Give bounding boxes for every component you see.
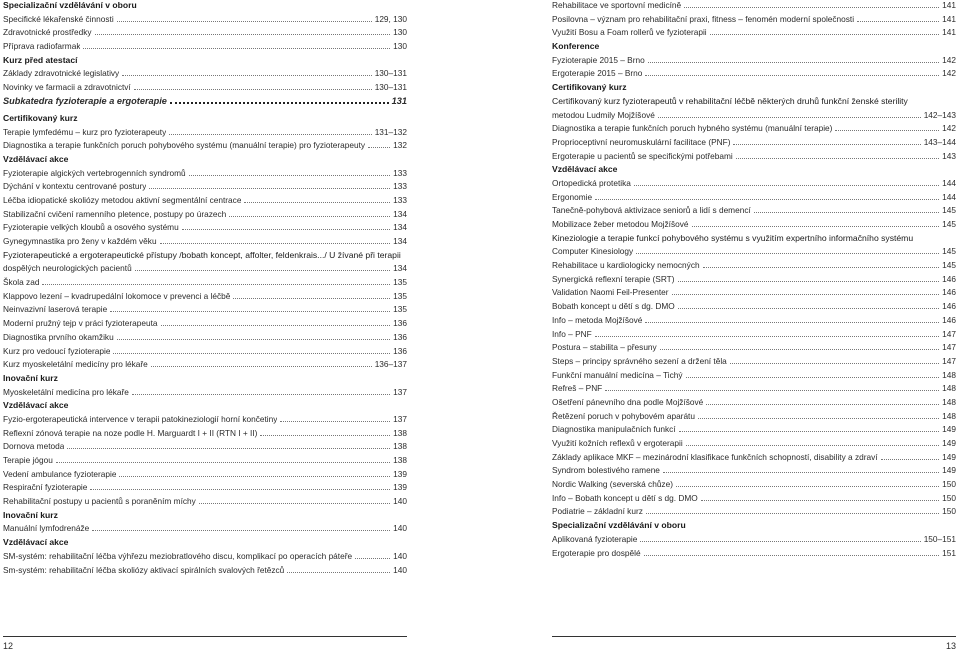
page-ref: 149 xyxy=(942,424,956,435)
toc-entry-title: Posilovna – význam pro rehabilitační praxi, fitness – fenomén moderní společnosti xyxy=(552,13,855,24)
dot-leader xyxy=(703,267,940,268)
toc-entry[interactable] xyxy=(3,428,407,438)
toc-entry-title: Syndrom bolestivého ramene xyxy=(552,465,660,476)
dot-leader xyxy=(676,486,939,487)
toc-entry[interactable] xyxy=(3,387,407,397)
toc-entry[interactable] xyxy=(3,209,407,219)
toc-entry-title: Tanečně-pohybová aktivizace seniorů a lidí s demencí xyxy=(552,205,751,216)
dot-leader xyxy=(646,513,939,514)
page-ref: 140 xyxy=(393,523,407,534)
toc-entry-title: Mobilizace žeber metodou Mojžíšové xyxy=(552,219,689,229)
dot-leader xyxy=(835,130,939,131)
toc-entry-title: Novinky ve farmacii a zdravotnictví xyxy=(3,82,131,93)
toc-entry[interactable] xyxy=(3,82,407,92)
toc-entry-title: SM-systém: rehabilitační léčba výhřezu meziobratlového discu, komplikací po operacích páteře xyxy=(3,550,353,561)
toc-entry[interactable] xyxy=(552,192,956,202)
page-ref: 137 xyxy=(393,386,407,397)
page-ref: 146 xyxy=(942,314,956,325)
toc-entry-title: Diagnostika prvního okamžiku xyxy=(3,331,114,342)
page-ref: 142 xyxy=(942,123,956,134)
toc-entry[interactable] xyxy=(552,548,956,558)
toc-entry-line1[interactable]: Kineziologie a terapie funkcí pohybového systému s využitím expertního informačního systému xyxy=(552,232,914,243)
toc-entry[interactable] xyxy=(552,178,956,188)
page-ref: 146 xyxy=(942,273,956,284)
toc-entry-title: Nordic Walking (severská chůze) xyxy=(552,479,673,490)
toc-entry-title: Ergoterapie pro dospělé xyxy=(552,547,641,558)
dot-leader xyxy=(170,102,389,104)
toc-entry[interactable] xyxy=(552,68,956,78)
page-ref: 130 xyxy=(393,27,407,38)
toc-entry[interactable] xyxy=(3,482,407,492)
toc-entry[interactable] xyxy=(552,205,956,215)
page-ref: 139 xyxy=(393,468,407,479)
toc-entry[interactable] xyxy=(3,127,407,137)
toc-entry[interactable] xyxy=(3,181,407,191)
section-heading: Inovační kurz xyxy=(3,509,58,520)
toc-entry[interactable] xyxy=(552,246,956,256)
toc-entry[interactable] xyxy=(552,342,956,352)
toc-entry-title: Základy aplikace MKF – mezinárodní klasifikace funkčních schopností, disability a zdraví xyxy=(552,451,878,462)
toc-entry-title: Specifické lékařenské činnosti xyxy=(3,13,114,24)
toc-entry[interactable] xyxy=(3,41,407,51)
dot-leader xyxy=(280,421,390,422)
toc-entry[interactable] xyxy=(552,534,956,544)
dot-leader xyxy=(634,185,939,186)
toc-entry-title: Bobath koncept u dětí s dg. DMO xyxy=(552,301,675,312)
dot-leader xyxy=(710,34,940,35)
dot-leader xyxy=(678,308,939,309)
dot-leader xyxy=(151,366,372,367)
toc-entry-title: Ošetření pánevního dna podle Mojžíšové xyxy=(552,396,704,407)
toc-entry[interactable] xyxy=(552,506,956,516)
dot-leader xyxy=(684,7,939,8)
toc-entry-title: Rehabilitace ve sportovní medicíně xyxy=(552,0,682,10)
toc-entry-title: Myoskeletální medicína pro lékaře xyxy=(3,386,129,397)
toc-entry-title: Dornova metoda xyxy=(3,441,65,452)
toc-entry[interactable] xyxy=(552,219,956,229)
dot-leader xyxy=(95,34,391,35)
section-heading: Inovační kurz xyxy=(3,372,58,383)
page-ref: 136 xyxy=(393,331,407,342)
page-ref: 131 xyxy=(391,95,407,106)
toc-entry-title: Stabilizační cvičení ramenního pletence, postupy po úrazech xyxy=(3,208,227,219)
toc-entry[interactable] xyxy=(3,441,407,451)
page-ref: 141 xyxy=(942,13,956,24)
toc-entry[interactable] xyxy=(552,260,956,270)
toc-entry-title: Podiatrie – základní kurz xyxy=(552,506,643,517)
dot-leader xyxy=(169,134,371,135)
dot-leader xyxy=(132,394,390,395)
toc-entry-title: Příprava radiofarmak xyxy=(3,41,81,52)
dot-leader xyxy=(117,339,390,340)
toc-entry-title: Terapie lymfedému – kurz pro fyzioterapeuty xyxy=(3,126,167,137)
page-number-right: 13 xyxy=(946,641,957,651)
toc-entry-title: Léčba idiopatické skoliózy metodou aktivní segmentální centrace xyxy=(3,194,242,205)
page-ref: 139 xyxy=(393,482,407,493)
dot-leader xyxy=(260,435,390,436)
dot-leader xyxy=(644,555,940,556)
page-ref: 133 xyxy=(393,181,407,192)
page-ref: 150–151 xyxy=(923,533,956,544)
dot-leader xyxy=(90,489,390,490)
toc-entry-title: Refreš – PNF xyxy=(552,383,603,394)
page-ref: 148 xyxy=(942,410,956,421)
section-heading: Specializační vzdělávání v oboru xyxy=(552,520,686,531)
toc-entry[interactable] xyxy=(552,123,956,133)
section-heading: Specializační vzdělávání v oboru xyxy=(3,0,137,10)
page-ref: 147 xyxy=(942,355,956,366)
dot-leader xyxy=(595,199,939,200)
toc-entry-title: Ergoterapie u pacientů se specifickými potřebami xyxy=(552,150,733,161)
toc-entry-title: metodou Ludmily Mojžíšové xyxy=(552,109,655,120)
page-ref: 147 xyxy=(942,328,956,339)
section-heading: Vzdělávací akce xyxy=(3,537,69,548)
department-heading xyxy=(3,96,407,107)
toc-entry[interactable] xyxy=(552,465,956,475)
page-ref: 147 xyxy=(942,342,956,353)
toc-entry[interactable] xyxy=(552,315,956,325)
toc-entry[interactable] xyxy=(3,551,407,561)
toc-entry-title: Dýchání v kontextu centrované postury xyxy=(3,181,147,192)
toc-entry-title: Synergická reflexní terapie (SRT) xyxy=(552,273,675,284)
toc-entry-title: Terapie jógou xyxy=(3,455,53,465)
page-ref: 142 xyxy=(942,54,956,65)
toc-entry-line1[interactable]: Certifikovaný kurz fyzioterapeutů v rehabilitační léčbě některých druhů funkční ženské sterility xyxy=(552,95,908,106)
toc-entry-title: Kurz pro vedoucí fyzioterapie xyxy=(3,345,111,356)
toc-entry-title: Fyzioterapie velkých kloubů a osového systému xyxy=(3,222,179,233)
dot-leader xyxy=(698,418,939,419)
page-ref: 136 xyxy=(393,318,407,329)
toc-entry-title: Fyzioterapie algických vertebrogenních syndromů xyxy=(3,167,186,178)
page-ref: 148 xyxy=(942,396,956,407)
dot-leader xyxy=(706,404,939,405)
toc-entry[interactable] xyxy=(552,411,956,421)
toc-entry[interactable] xyxy=(3,523,407,533)
dot-leader xyxy=(692,226,940,227)
toc-entry[interactable] xyxy=(3,359,407,369)
toc-entry-title: Info – metoda Mojžíšové xyxy=(552,314,643,325)
toc-entry[interactable] xyxy=(3,304,407,314)
page-ref: 138 xyxy=(393,441,407,452)
toc-entry[interactable] xyxy=(3,414,407,424)
toc-entry-title: Respirační fyzioterapie xyxy=(3,482,88,493)
toc-entry-title: Využití kožních reflexů v ergoterapii xyxy=(552,438,683,448)
page-ref: 140 xyxy=(393,496,407,507)
page-number-left: 12 xyxy=(3,641,14,651)
toc-entry-title: Zdravotnické prostředky xyxy=(3,27,92,38)
page-ref: 134 xyxy=(393,236,407,246)
toc-entry[interactable] xyxy=(3,565,407,575)
toc-entry[interactable] xyxy=(3,222,407,232)
dot-leader xyxy=(605,390,939,391)
toc-entry[interactable] xyxy=(552,14,956,24)
toc-entry[interactable] xyxy=(3,236,407,246)
page-ref: 130 xyxy=(393,41,407,52)
dot-leader xyxy=(113,353,390,354)
toc-left-column xyxy=(3,0,407,578)
toc-entry[interactable] xyxy=(3,318,407,328)
dot-leader xyxy=(135,270,390,271)
footer-rule-right xyxy=(552,636,956,637)
dot-leader xyxy=(648,62,939,63)
toc-entry[interactable] xyxy=(552,137,956,147)
toc-entry-title: Computer Kinesiology xyxy=(552,246,634,257)
page-ref: 134 xyxy=(393,208,407,219)
section-heading: Certifikovaný kurz xyxy=(3,112,78,123)
page-ref: 140 xyxy=(393,550,407,561)
toc-entry[interactable] xyxy=(3,469,407,479)
page-ref: 134 xyxy=(393,222,407,233)
dot-leader xyxy=(645,322,939,323)
dot-leader xyxy=(233,298,390,299)
toc-entry[interactable] xyxy=(552,0,956,10)
toc-entry[interactable] xyxy=(552,397,956,407)
footer-rule-left xyxy=(3,636,407,637)
page-ref: 132 xyxy=(393,140,407,151)
toc-entry-title: dospělých neurologických pacientů xyxy=(3,263,132,274)
page-ref: 133 xyxy=(393,167,407,178)
dot-leader xyxy=(733,144,920,145)
dot-leader xyxy=(701,500,939,501)
toc-entry[interactable] xyxy=(3,14,407,24)
page-ref: 149 xyxy=(942,465,956,476)
toc-entry-title: Info – PNF xyxy=(552,328,592,339)
page-ref: 146 xyxy=(942,287,956,298)
toc-entry[interactable] xyxy=(552,27,956,37)
dot-leader xyxy=(287,572,390,573)
dot-leader xyxy=(199,503,390,504)
page-ref: 148 xyxy=(942,383,956,394)
dot-leader xyxy=(730,363,939,364)
toc-entry-title: Ortopedická protetika xyxy=(552,177,631,188)
dot-leader xyxy=(658,117,921,118)
toc-entry-title: Steps – principy správného sezení a držení těla xyxy=(552,355,727,366)
dot-leader xyxy=(244,202,390,203)
page-ref: 144 xyxy=(942,177,956,188)
dot-leader xyxy=(161,325,391,326)
page-ref: 136–137 xyxy=(374,359,407,370)
section-heading: Vzdělávací akce xyxy=(3,400,69,411)
toc-entry[interactable] xyxy=(552,151,956,161)
dot-leader xyxy=(660,349,939,350)
page-ref: 142–143 xyxy=(923,109,956,120)
toc-entry-title: Ergonomie xyxy=(552,191,593,202)
toc-entry-title: Rehabilitační postupy u pacientů s poraněním míchy xyxy=(3,496,196,507)
section-heading: Certifikovaný kurz xyxy=(552,82,627,93)
toc-entry[interactable] xyxy=(3,68,407,78)
page-ref: 130–131 xyxy=(374,82,407,93)
toc-entry-title: Diagnostika a terapie funkčních poruch hybného systému (manuální terapie) xyxy=(552,123,833,134)
toc-entry[interactable] xyxy=(3,195,407,205)
dot-leader xyxy=(56,462,390,463)
page-ref: 138 xyxy=(393,427,407,438)
toc-entry-title: Neinvazivní laserová terapie xyxy=(3,304,108,315)
toc-entry[interactable] xyxy=(3,455,407,465)
page-ref: 140 xyxy=(393,564,407,575)
page-ref: 135 xyxy=(393,277,407,288)
toc-entry-title: Diagnostika a terapie funkčních poruch pohybového systému (manuální terapie) pro fyzioterapeuty xyxy=(3,140,366,151)
toc-entry[interactable] xyxy=(3,496,407,506)
toc-entry-title: Sm-systém: rehabilitační léčba skoliózy aktivací spirálních svalových řetězců xyxy=(3,564,285,575)
toc-right-column xyxy=(552,0,956,561)
dot-leader xyxy=(117,21,372,22)
department-title: Subkatedra fyzioterapie a ergoterapie xyxy=(3,95,167,106)
dot-leader xyxy=(189,175,391,176)
dot-leader xyxy=(92,530,390,531)
page-ref: 142 xyxy=(942,68,956,79)
page-ref: 143 xyxy=(942,150,956,161)
toc-entry-title: Diagnostika manipulačních funkcí xyxy=(552,424,676,435)
page-ref: 131–132 xyxy=(374,126,407,137)
dot-leader xyxy=(368,147,390,148)
toc-entry-title: Postura – stabilita – přesuny xyxy=(552,342,657,353)
page-ref: 143–144 xyxy=(923,136,956,147)
toc-entry[interactable] xyxy=(552,424,956,434)
dot-leader xyxy=(160,243,391,244)
dot-leader xyxy=(686,445,939,446)
page-ref: 145 xyxy=(942,219,956,229)
toc-entry-title: Rehabilitace u kardiologicky nemocných xyxy=(552,260,700,271)
toc-entry-title: Aplikovaná fyzioterapie xyxy=(552,533,638,544)
toc-entry[interactable] xyxy=(552,287,956,297)
toc-entry[interactable] xyxy=(552,479,956,489)
toc-entry[interactable] xyxy=(3,168,407,178)
section-heading: Vzdělávací akce xyxy=(3,153,69,164)
dot-leader xyxy=(881,459,940,460)
toc-entry[interactable] xyxy=(552,329,956,339)
section-heading: Vzdělávací akce xyxy=(552,164,618,175)
toc-entry-title: Ergoterapie 2015 – Brno xyxy=(552,68,643,79)
toc-entry[interactable] xyxy=(3,263,407,273)
toc-entry[interactable] xyxy=(3,277,407,287)
toc-entry-title: Manuální lymfodrenáže xyxy=(3,523,90,534)
dot-leader xyxy=(42,284,390,285)
page-ref: 148 xyxy=(942,369,956,380)
dot-leader xyxy=(636,253,939,254)
page-ref: 130–131 xyxy=(374,68,407,79)
page-ref: 137 xyxy=(393,413,407,424)
toc-entry[interactable] xyxy=(552,383,956,393)
toc-entry-title: Moderní pružný tejp v práci fyzioterapeuta xyxy=(3,318,158,329)
toc-entry[interactable] xyxy=(552,370,956,380)
toc-entry[interactable] xyxy=(3,27,407,37)
page-ref: 144 xyxy=(942,191,956,202)
dot-leader xyxy=(134,89,372,90)
toc-entry-title: Základy zdravotnické legislativy xyxy=(3,68,120,79)
dot-leader xyxy=(229,216,390,217)
toc-entry[interactable] xyxy=(3,332,407,342)
toc-entry-title: Info – Bobath koncept u dětí s dg. DMO xyxy=(552,492,698,503)
toc-entry[interactable] xyxy=(552,274,956,284)
dot-leader xyxy=(736,158,939,159)
toc-entry[interactable] xyxy=(3,140,407,150)
toc-entry-title: Reflexní zónová terapie na noze podle H. Marguardt I + II (RTN I + II) xyxy=(3,427,258,438)
toc-entry-title: Proprioceptivní neuromuskulární facilitace (PNF) xyxy=(552,136,731,147)
toc-entry-title: Fyzio-ergoterapeutická intervence v terapii patokineziologií horní končetiny xyxy=(3,413,278,424)
page-ref: 133 xyxy=(393,194,407,205)
toc-entry-title: Klappovo lezení – kvadrupedální lokomoce v prevenci a léčbě xyxy=(3,290,231,301)
page-ref: 138 xyxy=(393,455,407,465)
toc-entry-title: Kurz myoskeletální medicíny pro lékaře xyxy=(3,359,148,370)
toc-entry-title: Vedení ambulance fyzioterapie xyxy=(3,468,117,479)
dot-leader xyxy=(679,431,940,432)
dot-leader xyxy=(640,541,920,542)
page-ref: 129, 130 xyxy=(374,13,407,24)
toc-entry-title: Využití Bosu a Foam rollerů ve fyzioterapii xyxy=(552,27,707,38)
toc-entry[interactable] xyxy=(552,301,956,311)
dot-leader xyxy=(122,75,371,76)
toc-entry-title: Funkční manuální medicína – Tichý xyxy=(552,369,683,380)
dot-leader xyxy=(754,212,939,213)
dot-leader xyxy=(663,472,939,473)
page-ref: 146 xyxy=(942,301,956,312)
dot-leader xyxy=(678,281,940,282)
page-ref: 145 xyxy=(942,205,956,216)
dot-leader xyxy=(595,336,939,337)
toc-entry[interactable] xyxy=(552,452,956,462)
page-ref: 145 xyxy=(942,246,956,257)
section-heading: Kurz před atestací xyxy=(3,54,78,65)
page-ref: 149 xyxy=(942,438,956,448)
dot-leader xyxy=(672,294,940,295)
toc-entry[interactable] xyxy=(552,110,956,120)
toc-entry[interactable] xyxy=(3,291,407,301)
toc-entry-title: Validation Naomi Feil-Presenter xyxy=(552,287,669,298)
toc-entry[interactable] xyxy=(552,438,956,448)
toc-entry[interactable] xyxy=(552,493,956,503)
page-ref: 135 xyxy=(393,290,407,301)
toc-entry[interactable] xyxy=(552,356,956,366)
dot-leader xyxy=(83,48,390,49)
section-heading: Konference xyxy=(552,41,600,52)
dot-leader xyxy=(119,476,390,477)
page-ref: 149 xyxy=(942,451,956,462)
toc-entry[interactable] xyxy=(3,346,407,356)
dot-leader xyxy=(182,229,390,230)
dot-leader xyxy=(686,377,940,378)
toc-entry-line1[interactable]: Fyzioterapeutické a ergoterapeutické přístupy /bobath koncept, affolter, feldenkrais.../ U žívané při terapii xyxy=(3,249,401,260)
page-ref: 141 xyxy=(942,0,956,10)
dot-leader xyxy=(645,75,939,76)
page-ref: 134 xyxy=(393,263,407,274)
page-ref: 150 xyxy=(942,479,956,490)
dot-leader xyxy=(67,448,390,449)
toc-entry-title: Řetězení poruch v pohybovém aparátu xyxy=(552,410,695,421)
toc-entry-title: Fyzioterapie 2015 – Brno xyxy=(552,54,645,65)
dot-leader xyxy=(110,311,390,312)
dot-leader xyxy=(355,558,390,559)
toc-entry-title: Škola zad xyxy=(3,277,40,288)
toc-entry-title: Gynegymnastika pro ženy v každém věku xyxy=(3,236,157,246)
page-ref: 135 xyxy=(393,304,407,315)
toc-entry[interactable] xyxy=(552,55,956,65)
dot-leader xyxy=(149,188,390,189)
page-ref: 141 xyxy=(942,27,956,38)
dot-leader xyxy=(857,21,939,22)
page-ref: 150 xyxy=(942,492,956,503)
page-ref: 150 xyxy=(942,506,956,517)
page-ref: 151 xyxy=(942,547,956,558)
page-ref: 136 xyxy=(393,345,407,356)
page-ref: 145 xyxy=(942,260,956,271)
